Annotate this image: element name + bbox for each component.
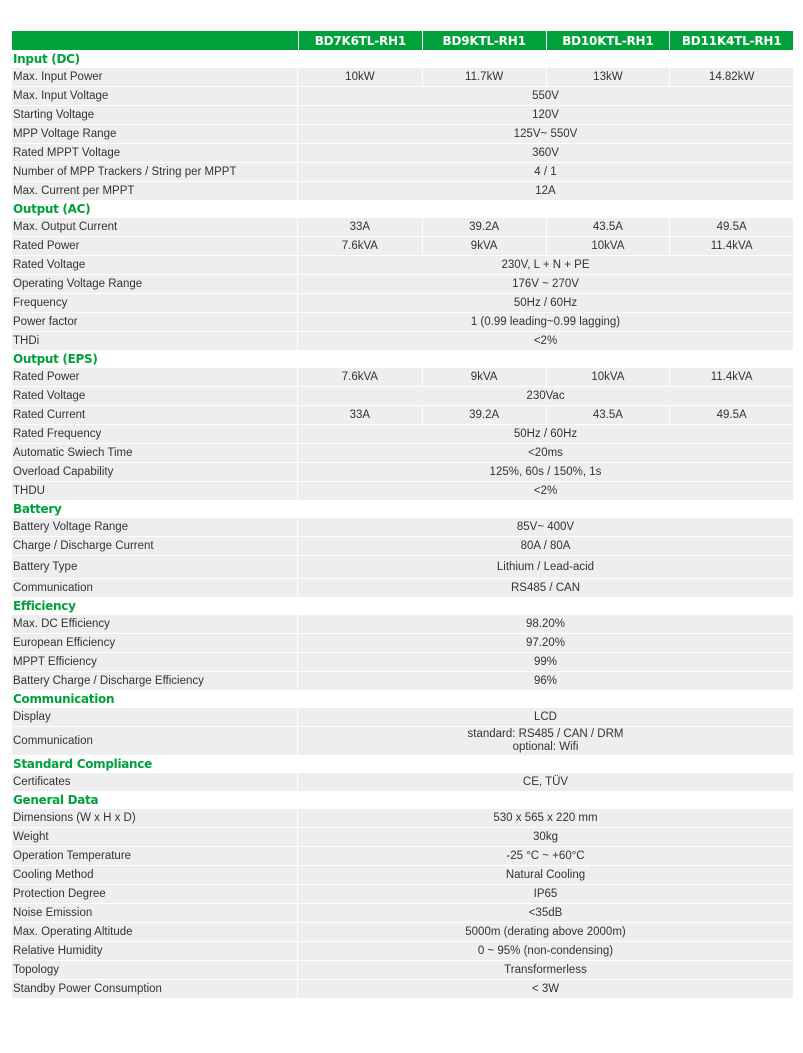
spec-label: THDU: [12, 481, 298, 500]
model-header: BD7K6TL-RH1: [298, 31, 422, 50]
spec-row: [12, 884, 793, 903]
spec-row: [12, 86, 793, 105]
spec-value: 360V: [298, 143, 793, 162]
spec-row: [12, 726, 793, 755]
spec-row: [12, 143, 793, 162]
spec-label: Max. Operating Altitude: [12, 922, 298, 941]
spec-row: [12, 979, 793, 998]
spec-label: Rated Power: [12, 368, 298, 386]
spec-value: 5000m (derating above 2000m): [298, 922, 793, 941]
section-title: Output (EPS): [12, 350, 793, 368]
spec-value: 550V: [298, 86, 793, 105]
spec-row: [12, 293, 793, 312]
section-header-row: [12, 690, 793, 708]
spec-value: RS485 / CAN: [298, 578, 793, 597]
section-title: Output (AC): [12, 200, 793, 218]
spec-value: 176V ~ 270V: [298, 274, 793, 293]
spec-value: 9kVA: [422, 368, 546, 386]
spec-row: [12, 615, 793, 633]
spec-row: [12, 960, 793, 979]
spec-label: Charge / Discharge Current: [12, 536, 298, 555]
spec-row: [12, 105, 793, 124]
spec-row: [12, 671, 793, 690]
spec-label: Battery Type: [12, 555, 298, 578]
spec-row: [12, 773, 793, 791]
spec-value: 9kVA: [422, 236, 546, 255]
spec-label: Battery Voltage Range: [12, 518, 298, 536]
spec-label: Rated Power: [12, 236, 298, 255]
spec-value: 43.5A: [546, 405, 670, 424]
spec-value: 98.20%: [298, 615, 793, 633]
spec-row: [12, 809, 793, 827]
spec-value-line: standard: RS485 / CAN / DRM: [467, 728, 624, 740]
spec-label: Certificates: [12, 773, 298, 791]
spec-row: [12, 462, 793, 481]
spec-value: 125%, 60s / 150%, 1s: [298, 462, 793, 481]
spec-label: Standby Power Consumption: [12, 979, 298, 998]
spec-value: < 3W: [298, 979, 793, 998]
model-header: BD10KTL-RH1: [546, 31, 670, 50]
spec-value: Lithium / Lead-acid: [298, 555, 793, 578]
section-header-row: [12, 791, 793, 809]
spec-value: <35dB: [298, 903, 793, 922]
spec-value: IP65: [298, 884, 793, 903]
section-header-row: [12, 597, 793, 615]
spec-label: Display: [12, 708, 298, 726]
spec-row: [12, 424, 793, 443]
table-header-row: [12, 31, 793, 50]
spec-value: 10kVA: [546, 368, 670, 386]
section-header-row: [12, 50, 793, 68]
spec-row: [12, 903, 793, 922]
spec-row: [12, 68, 793, 86]
spec-value: 97.20%: [298, 633, 793, 652]
section-title: General Data: [12, 791, 793, 809]
spec-value: 49.5A: [669, 218, 793, 236]
section-title: Standard Compliance: [12, 755, 793, 773]
spec-value: -25 °C ~ +60°C: [298, 846, 793, 865]
spec-value: 11.4kVA: [669, 368, 793, 386]
spec-label: Number of MPP Trackers / String per MPPT: [12, 162, 298, 181]
spec-label: Battery Charge / Discharge Efficiency: [12, 671, 298, 690]
spec-value: [298, 726, 793, 755]
spec-row: [12, 312, 793, 331]
spec-value: <2%: [298, 481, 793, 500]
spec-row: [12, 386, 793, 405]
spec-row: [12, 443, 793, 462]
spec-value: 230Vac: [298, 386, 793, 405]
spec-value: LCD: [298, 708, 793, 726]
spec-label: Communication: [12, 726, 298, 755]
spec-row: [12, 124, 793, 143]
spec-value: 50Hz / 60Hz: [298, 293, 793, 312]
spec-label: Rated Voltage: [12, 255, 298, 274]
spec-row: [12, 481, 793, 500]
spec-label: Noise Emission: [12, 903, 298, 922]
spec-row: [12, 181, 793, 200]
spec-row: [12, 941, 793, 960]
spec-value: Transformerless: [298, 960, 793, 979]
spec-value: 0 ~ 95% (non-condensing): [298, 941, 793, 960]
spec-label: Dimensions (W x H x D): [12, 809, 298, 827]
spec-row: [12, 555, 793, 578]
spec-row: [12, 518, 793, 536]
spec-value: 10kVA: [546, 236, 670, 255]
spec-value: 99%: [298, 652, 793, 671]
spec-value: 125V~ 550V: [298, 124, 793, 143]
spec-label: Protection Degree: [12, 884, 298, 903]
spec-row: [12, 162, 793, 181]
spec-value: 230V, L + N + PE: [298, 255, 793, 274]
spec-value: 96%: [298, 671, 793, 690]
spec-value: 10kW: [298, 68, 422, 86]
spec-value: 33A: [298, 405, 422, 424]
spec-label: THDi: [12, 331, 298, 350]
header-blank-cell: [12, 31, 298, 50]
spec-label: Rated Voltage: [12, 386, 298, 405]
spec-row: [12, 827, 793, 846]
section-title: Efficiency: [12, 597, 793, 615]
spec-value: 12A: [298, 181, 793, 200]
spec-label: Max. DC Efficiency: [12, 615, 298, 633]
spec-row: [12, 536, 793, 555]
spec-label: Rated Current: [12, 405, 298, 424]
spec-label: Max. Input Power: [12, 68, 298, 86]
spec-row: [12, 368, 793, 386]
spec-value: 11.4kVA: [669, 236, 793, 255]
spec-label: Rated Frequency: [12, 424, 298, 443]
section-title: Input (DC): [12, 50, 793, 68]
spec-row: [12, 708, 793, 726]
spec-value: 80A / 80A: [298, 536, 793, 555]
spec-value: 530 x 565 x 220 mm: [298, 809, 793, 827]
spec-label: Communication: [12, 578, 298, 597]
spec-row: [12, 578, 793, 597]
spec-value: 13kW: [546, 68, 670, 86]
model-header: BD11K4TL-RH1: [669, 31, 793, 50]
spec-label: European Efficiency: [12, 633, 298, 652]
spec-row: [12, 652, 793, 671]
spec-label: Rated MPPT Voltage: [12, 143, 298, 162]
spec-row: [12, 865, 793, 884]
spec-label: Max. Output Current: [12, 218, 298, 236]
spec-row: [12, 331, 793, 350]
spec-value: 39.2A: [422, 218, 546, 236]
spec-value: 120V: [298, 105, 793, 124]
spec-row: [12, 846, 793, 865]
section-header-row: [12, 200, 793, 218]
spec-label: Max. Current per MPPT: [12, 181, 298, 200]
spec-label: Max. Input Voltage: [12, 86, 298, 105]
spec-label: Cooling Method: [12, 865, 298, 884]
spec-row: [12, 255, 793, 274]
spec-value: 7.6kVA: [298, 236, 422, 255]
spec-value-line: optional: Wifi: [512, 741, 579, 753]
spec-value: 7.6kVA: [298, 368, 422, 386]
spec-value: 14.82kW: [669, 68, 793, 86]
spec-value: 1 (0.99 leading~0.99 lagging): [298, 312, 793, 331]
spec-value: 50Hz / 60Hz: [298, 424, 793, 443]
spec-row: [12, 633, 793, 652]
section-title: Battery: [12, 500, 793, 518]
section-header-row: [12, 755, 793, 773]
spec-value: 11.7kW: [422, 68, 546, 86]
spec-value: <20ms: [298, 443, 793, 462]
section-header-row: [12, 500, 793, 518]
spec-label: Power factor: [12, 312, 298, 331]
spec-row: [12, 236, 793, 255]
spec-value: <2%: [298, 331, 793, 350]
spec-value: 30kg: [298, 827, 793, 846]
spec-label: Operation Temperature: [12, 846, 298, 865]
spec-label: Relative Humidity: [12, 941, 298, 960]
spec-value: 85V~ 400V: [298, 518, 793, 536]
model-header: BD9KTL-RH1: [422, 31, 546, 50]
spec-value: 39.2A: [422, 405, 546, 424]
section-header-row: [12, 350, 793, 368]
spec-label: MPPT Efficiency: [12, 652, 298, 671]
spec-label: Overload Capability: [12, 462, 298, 481]
spec-label: Topology: [12, 960, 298, 979]
spec-label: Operating Voltage Range: [12, 274, 298, 293]
section-title: Communication: [12, 690, 793, 708]
spec-label: Starting Voltage: [12, 105, 298, 124]
spec-row: [12, 274, 793, 293]
spec-value: 43.5A: [546, 218, 670, 236]
spec-row: [12, 922, 793, 941]
spec-value: 49.5A: [669, 405, 793, 424]
spec-label: MPP Voltage Range: [12, 124, 298, 143]
spec-value: CE, TÜV: [298, 773, 793, 791]
spec-label: Weight: [12, 827, 298, 846]
spec-table: [12, 31, 793, 998]
spec-row: [12, 218, 793, 236]
spec-value: Natural Cooling: [298, 865, 793, 884]
spec-value: 33A: [298, 218, 422, 236]
spec-label: Automatic Swiech Time: [12, 443, 298, 462]
spec-value: 4 / 1: [298, 162, 793, 181]
spec-label: Frequency: [12, 293, 298, 312]
spec-row: [12, 405, 793, 424]
